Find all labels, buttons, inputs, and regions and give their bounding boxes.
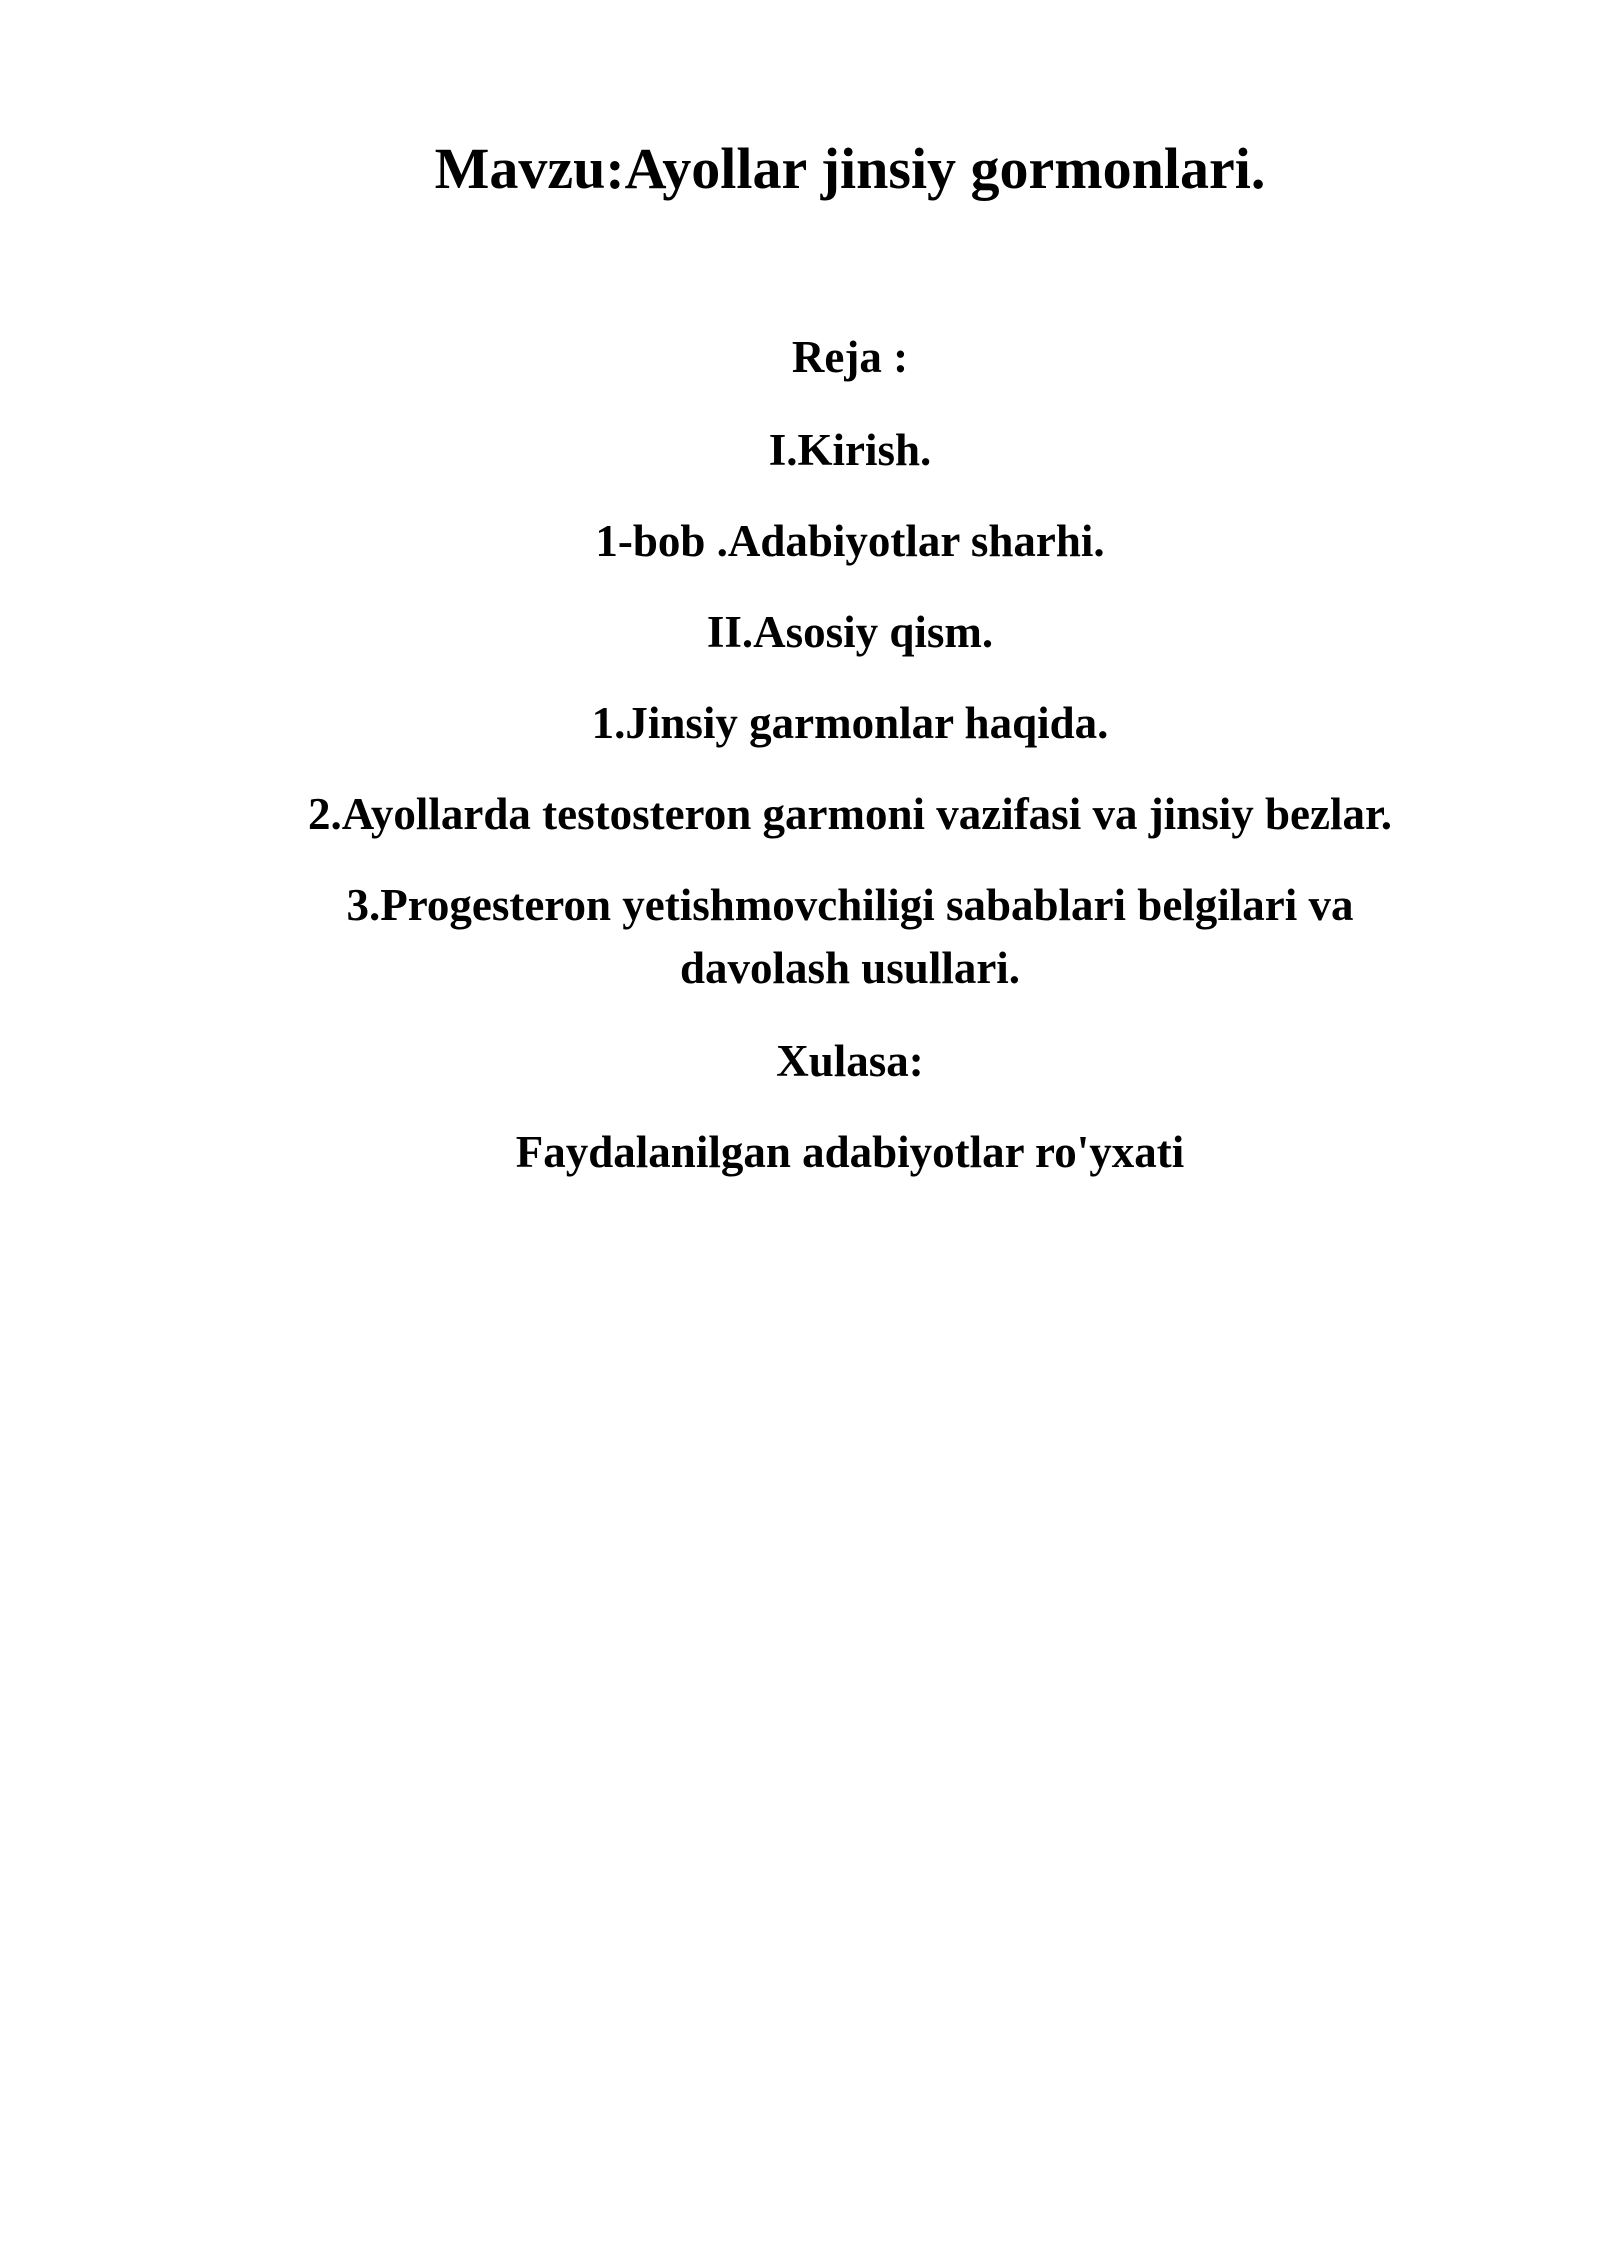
- plan-item-references: Faydalanilgan adabiyotlar ro'yxati: [515, 1127, 1185, 1177]
- plan-item-testosterone: 2.Ayollarda testosteron garmoni vazifasi va jinsiy bezlar.: [307, 789, 1393, 839]
- plan-heading: Reja :: [791, 332, 909, 382]
- plan-item-introduction: I.Kirish.: [768, 425, 932, 475]
- plan-item-conclusion: Xulasa:: [776, 1036, 924, 1086]
- plan-item-sex-hormones: 1.Jinsiy garmonlar haqida.: [591, 698, 1109, 748]
- plan-item-main-part: II.Asosiy qism.: [706, 607, 994, 657]
- plan-item-literature-review: 1-bob .Adabiyotlar sharhi.: [595, 516, 1105, 566]
- plan-item-progesterone-line-1: 3.Progesteron yetishmovchiligi sabablari belgilari va: [346, 880, 1354, 930]
- plan-item-progesterone-line-2: davolash usullari.: [679, 943, 1021, 993]
- document-title: Mavzu:Ayollar jinsiy gormonlari.: [434, 136, 1266, 201]
